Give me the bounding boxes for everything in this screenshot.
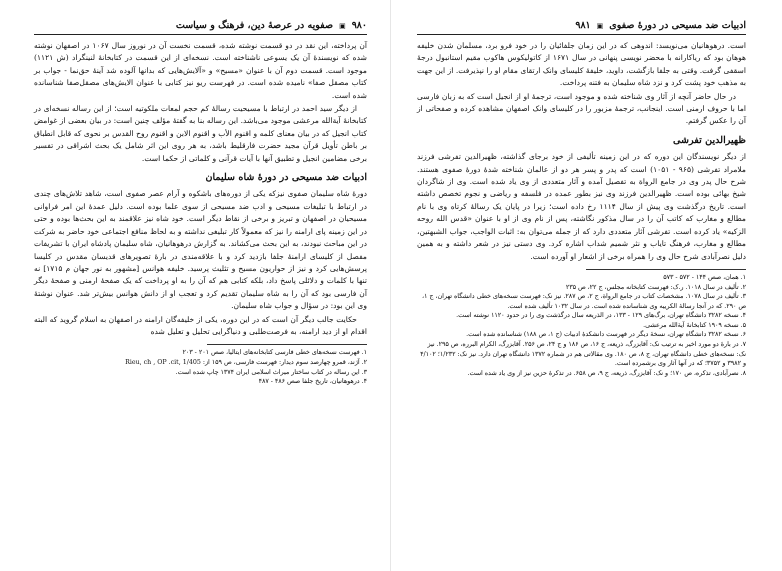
page-number: ۹۸۰ bbox=[351, 20, 367, 31]
footnote-rule bbox=[207, 344, 367, 345]
square-ornament-icon: ▣ bbox=[596, 21, 604, 30]
footnote-rule bbox=[586, 269, 746, 270]
footnote: ۴. نسخه ۳۲۸۲ دانشگاه تهران، برگ‌های ۱۲۹ - ۱۳۳، در الذریعه سال درگذشت وی را در حدود ۱۱۲۰ نوشته است. bbox=[456, 312, 746, 320]
footnote: ۲. آژند، قمرو چهارصد سوم دیدار: فهرست فارسی، ص ۱۵۹ از: Rieu, ch , OP .cit, 1/405 bbox=[125, 358, 367, 366]
running-title: صفویه در عرصهٔ دین، فرهنگ و سیاست bbox=[175, 20, 334, 31]
paragraph: دورهٔ شاه سلیمان صفوی نیزکه یکی از دوره‌های باشکوه و آرام عصر صفوی است، شاهد تلاش‌های چندی در ارتباط با تبلیغات مسیحی و ادب ضد مسیحی از سوی علما بوده است. دلیل عمدهٔ این امر فراوانی مسیحیان در اصفهان و تبریز و برخی از نقاط دیگر است. خود شاه نیز علاقمند به این بحث‌ها بوده و حتی در این زمینه پای ارامنه را نیز که معمولاً کار تبلیغی نداشته و به لحاظ منافع اجتماعی خود حاضر به شرکت در این مباحث نبودند، به این بحث می‌کشاند. به گزارش درهوهانیان، شاه سلیمان پادشاه ایران با تشریفات مفصل از کلیسای ارامنهٔ جلفا بازدید کرد و با علاقه‌مندی در بارهٔ تصویرهای قدیسان مقدس در کلیسا پرسش‌هایی کرد و نیز از حواریون مسیح و تثلیث پرسید. خلیفه هوانس [مشهور به نور جهان م ۱۷۱۵] نه تنها با کلمات و دلائلی پاسخ داد، بلکه کتابی هم که آن را به او پرداخت که یک صفحهٔ ارمنی و صفحهٔ دیگر آن فارسی بود که آن را به شاه سلیمان تقدیم کرد و تعجب او از دانش هوانس بیش‌تر شد. عنوان نوشتهٔ وی این بود: در سؤال و جواب شاه سلیمان. bbox=[34, 189, 367, 311]
section-heading: ظهیرالدین تفرشی bbox=[672, 134, 746, 146]
page-number: ۹۸۱ bbox=[575, 20, 591, 31]
footnote: ۵. نسخه ۱۹۰۹ کتابخانهٔ آیةالله مرعشی. bbox=[643, 321, 746, 329]
footnote: ۲. تألیف در سال ۱۰۱۸. ر.ک: فهرست کتابخانه مجلس، ج ۲۲، ص ۲۳۵ bbox=[565, 283, 746, 291]
footnote: ۳. این رساله در کتاب ساختار میراث اسلامی ایران ۱۳۷۴ چاپ شده است. bbox=[175, 368, 367, 376]
paragraph: از دیگر سید احمد در ارتباط با مسیحیت رسالهٔ کم حجم لمعات ملکوتیه است؛ از این رساله نسخه‌ای در کتابخانهٔ آیةالله مرعشی موجود می‌باشد. این رساله بنا به گفتهٔ مؤلف چنین است: در بیان بعضی از غوامض کتاب انجیل که در بیان معنای کلمه و اقنوم الأب و اقنوم الابن و اقنوم روح القدس بر نحوی که قابل انطباق بر باطن تأویل قرآن مجید حضرت فارقلیط باشد، به هر روی این اثر شامل یک بحث اشراقی در تفسیر برخی مضامین انجیل و تطبیق آنها با آیات قرآنی و کلماتی از حکما است. bbox=[34, 104, 367, 163]
footnote-list bbox=[417, 273, 746, 379]
footnote: ۸. نصرآبادی، تذکره، ص ۱۷۰؛ و نک: آقابزرگ، ذریعه، ج ۹، ص ۶۵۸. در تذکرهٔ حزین نیز از وی یاد شده است. bbox=[467, 369, 746, 377]
section-heading: ادبیات ضد مسیحی در دورهٔ شاه سلیمان bbox=[205, 172, 367, 184]
running-head bbox=[417, 20, 746, 35]
square-ornament-icon: ▣ bbox=[339, 21, 346, 30]
paragraph: در حال حاضر آنچه از آثار وی شناخته شده و موجود است، ترجمهٔ او از انجیل است که به زبان فارسی اما با حروف ارمنی است. اینجانب، ترجمهٔ مزبور را در کلیسای وانک اصفهان مشاهده کرده و صفحاتی از آن را عکس گرفتم. bbox=[417, 91, 746, 126]
running-title: ادبیات ضد مسیحی در دورهٔ صفوی bbox=[609, 20, 746, 31]
footnote: ۳. تألیف در سال ۱۰۷۸. مشخصات کتاب در جامع الرواة، ج ۲، ص ۲۸۷. نیز نک: فهرست نسخه‌های خطی دانشگاه تهران، ج ۱، ص ۲۹۰. که در آنجا رسالهٔ الکرییه وی شناسانده شده است. در سال ۱۰۳۲ تألیف شده است. bbox=[421, 293, 746, 310]
body-text bbox=[34, 40, 367, 338]
paragraph: از دیگر نویسندگان این دوره که در این زمینه تألیفی از خود برجای گذاشته، ظهیرالدین تفرشی فرزند ملامراد تفرشی (۹۶۵ - ۱۰۵۱) است که پدر و پسر هر دو از عالمان شناخته شدهٔ دورهٔ صفوی هستند. شرح حال پدر وی در جامع الرواة به تفصیل آمده و آثار متعددی از وی یاد شده است. وی از شاگردان شیخ بهائی بوده است. ظهیرالدین فرزند وی نیز بطور عمده در فلسفه و ریاضی و نجوم تخصص داشته است. تاریخ درگذشت وی پیش از سال ۱۱۱۴ رخ داده است؛ زیرا در پایان یک رسالهٔ کرتاه وی با نام مطالع و مغارب که کاتب آن را در سال مذکور نگاشته، پس از نام وی از او با عنوان «قدس الله روحه الزکیه» یاد کرده است. تفرشی آثار متعددی دارد که از جمله می‌توان به: اثبات الواجب، جواب الشبهتین، مطالع و مغارب، فرهنگ تایاب و نثر شمیم شداب اشاره کرد. وی دستی نیز در شعر داشته و به همین دلیل نصرآبادی شرح حال وی را همراه برخی از اشعار او آورده است. bbox=[417, 152, 746, 261]
paragraph: است. درهوهانیان می‌نویسد: اندوهی که در این زمان جلفائیان را در خود فرو برد، مسلمان شدن خلیفه هوهان بود که ریاکارانه با محضر نویسی پنهانی در سال ۱۶۷۱ از کاتولیکوس هاکوب مقیم استانبول درجهٔ اسقفی گرفت. وقتی به جلفا بازگشت، داوید، خلیفهٔ کلیسای وانک ارتقای مقام او را نپذیرفت. از این جهت به مذهب خود پشت کرد و نزد شاه سلیمان به فتنه پرداخت. bbox=[417, 41, 746, 88]
right-page bbox=[391, 0, 782, 571]
body-text bbox=[417, 40, 746, 263]
footnote: ۱. فهرست نسخه‌های خطی فارسی کتابخانه‌های ایتالیا، صص ۲۰۱ - ۲۰۳ bbox=[182, 349, 367, 357]
running-head-title-group bbox=[176, 20, 367, 31]
footnote-list bbox=[34, 348, 367, 386]
footnote: ۶. نسخه ۳۲۸۲ دانشگاه تهران، نسخهٔ دیگر در فهرست دانشکدهٔ ادبیات (ج ۱، ص ۱۸۸) شناسانده شده است. bbox=[466, 331, 746, 339]
running-head bbox=[34, 20, 367, 35]
running-head-title-group bbox=[575, 20, 746, 31]
paragraph: حکایت جالب دیگر آن است که در این دوره، یکی از خلیفه‌گان ارامنه در اصفهان به اسلام گروید که البته اقدام او از دید ارامنه، به فرصت‌طلبی و دنیاگرایی تحلیل و تعلیل شده bbox=[34, 314, 367, 336]
footnote: ۷. در بارهٔ دو مورد اخیر به ترتیب نک: آقابزرگ، ذریعه، ج ۱۶، ص ۱۸۶ و ج ۲۴، ص ۲۵۶. آقابزرگ، الکرام البرره، ص ۲۹۵. نیز نک: نسخه‌های خطی دانشگاه تهران، ج ۸، ص ۱۸۰. وی مقالاتی هم در شماره ۱۳۷۲ دانشگاه تهران دارد. نیز نک: ۱/۲۳۲؛ ۴/۱۰۲ و ۳۹۸۲ و ۳۷۵۲؛ که در آنها آثار وی برشمرده است. bbox=[420, 341, 746, 368]
footnote: ۱. همان، صص ۱۴۴ - ۵۷۲ - ۵۷۳ bbox=[663, 273, 746, 281]
paragraph: آن پرداخته، این نقد در دو قسمت نوشته شده، قسمت نخست آن در نوروز سال ۱۰۶۷ در اصفهان نوشته شده که نویسندهٔ آن یک یسوعی ناشناخته است. نسخه‌ای از این قسمت در کتابخانهٔ لنینگراد (ش ۱۱۲۱) موجود است. قسمت دوم آن با عنوان «مسیح» و «آلایش‌هایی که بدانها آلوده شد آینهٔ حق‌نما - جواب بر کتاب مصقل صفا» نامیده شده است. در فهرست ریو نیز کتابی با عنوان الایش‌های مصقل‌صفا شناسانده شده است. bbox=[34, 41, 368, 100]
footnote: ۴. درهوهانیان، تاریخ جلفا صص ۴۸۶ - ۴۸۷ bbox=[258, 378, 367, 386]
